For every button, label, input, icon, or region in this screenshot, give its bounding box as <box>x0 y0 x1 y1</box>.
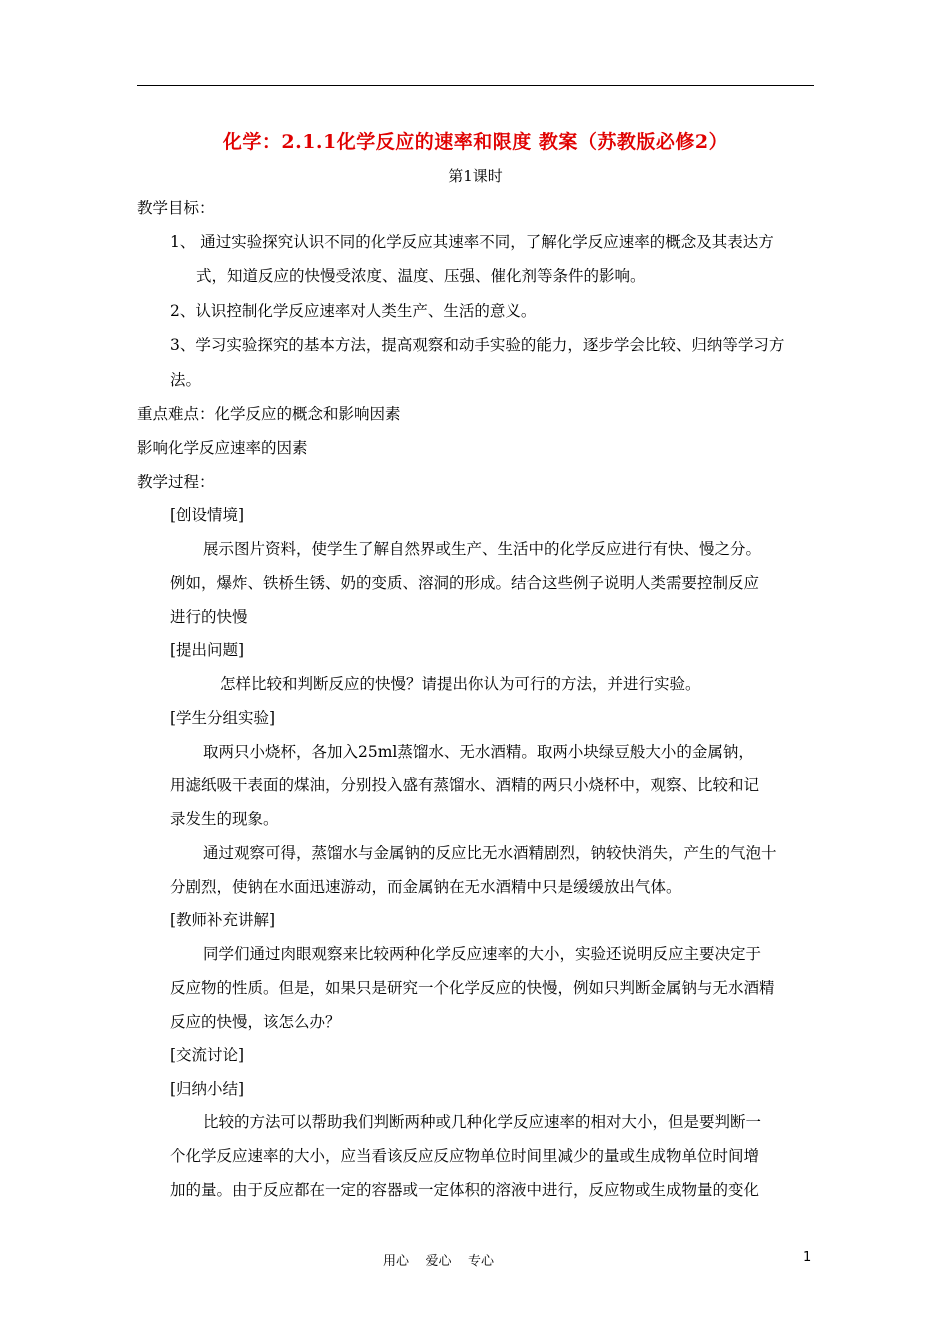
text-line: 进行的快慢 <box>170 608 248 626</box>
text-line: 怎样比较和判断反应的快慢？请提出你认为可行的方法，并进行实验。 <box>220 675 701 693</box>
text-line: 展示图片资料，使学生了解自然界或生产、生活中的化学反应进行有快、慢之分。 <box>203 540 762 558</box>
page-number: 1 <box>803 1250 812 1265</box>
text-line: 反应的快慢，该怎么办？ <box>170 1013 341 1031</box>
section-label: [教师补充讲解] <box>170 911 276 929</box>
text-line: 式，知道反应的快慢受浓度、温度、压强、催化剂等条件的影响。 <box>196 267 646 285</box>
text-line: 录发生的现象。 <box>170 810 279 828</box>
text-line: 反应物的性质。但是，如果只是研究一个化学反应的快慢，例如只判断金属钠与无水酒精 <box>170 979 775 997</box>
text-line: 取两只小烧杯，各加入25ml蒸馏水、无水酒精。取两小块绿豆般大小的金属钠， <box>203 743 754 761</box>
section-label: [归纳小结] <box>170 1080 245 1098</box>
section-label: [提出问题] <box>170 641 245 659</box>
text-line: 例如，爆炸、铁桥生锈、奶的变质、溶洞的形成。结合这些例子说明人类需要控制反应 <box>170 574 760 592</box>
header-rule <box>137 85 814 86</box>
text-line: 3、学习实验探究的基本方法，提高观察和动手实验的能力，逐步学会比较、归纳等学习方 <box>170 336 785 354</box>
text-line: 教学目标： <box>137 199 215 217</box>
footer-motto: 用心 爱心 专心 <box>383 1254 495 1269</box>
text-line: 2、认识控制化学反应速率对人类生产、生活的意义。 <box>170 302 537 320</box>
text-line: 重点难点：化学反应的概念和影响因素 <box>137 405 401 423</box>
section-label: [创设情境] <box>170 506 245 524</box>
text-line: 加的量。由于反应都在一定的容器或一定体积的溶液中进行，反应物或生成物量的变化 <box>170 1181 760 1199</box>
text-line: 影响化学反应速率的因素 <box>137 439 308 457</box>
text-line: 通过观察可得，蒸馏水与金属钠的反应比无水酒精剧烈，钠较快消失，产生的气泡十 <box>203 844 777 862</box>
text-line: 比较的方法可以帮助我们判断两种或几种化学反应速率的相对大小，但是要判断一 <box>203 1113 762 1131</box>
text-line: 分剧烈，使钠在水面迅速游动，而金属钠在无水酒精中只是缓缓放出气体。 <box>170 878 682 896</box>
text-line: 同学们通过肉眼观察来比较两种化学反应速率的大小，实验还说明反应主要决定于 <box>203 945 762 963</box>
document-subtitle: 第1课时 <box>448 167 503 185</box>
section-label: [交流讨论] <box>170 1046 245 1064</box>
text-line: 个化学反应速率的大小，应当看该反应反应物单位时间里减少的量或生成物单位时间增 <box>170 1147 760 1165</box>
text-line: 教学过程： <box>137 473 215 491</box>
text-line: 用滤纸吸干表面的煤油，分别投入盛有蒸馏水、酒精的两只小烧杯中，观察、比较和记 <box>170 776 760 794</box>
section-label: [学生分组实验] <box>170 709 276 727</box>
text-line: 1、 通过实验探究认识不同的化学反应其速率不同，了解化学反应速率的概念及其表达方 <box>170 233 774 251</box>
document-title: 化学：2.1.1化学反应的速率和限度 教案（苏教版必修2） <box>222 131 729 153</box>
text-line: 法。 <box>170 371 202 389</box>
